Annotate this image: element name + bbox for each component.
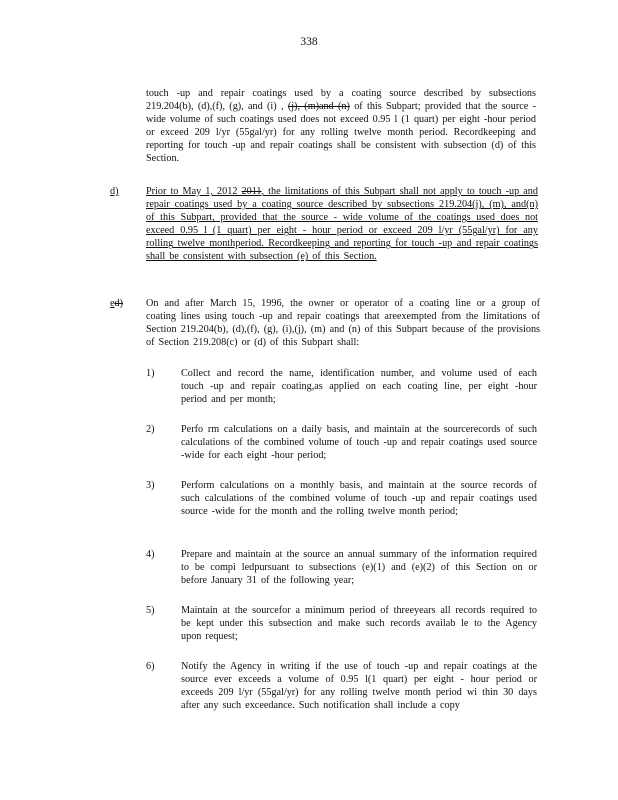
item-2-label: 2) [146, 424, 155, 435]
intro-struck-text: (j), (m)and (n) [287, 101, 350, 113]
item-5-label: 5) [146, 605, 155, 616]
section-d-text-b: , the limitations of this Subpart shall not apply to touch -up and repair coatings used by a coating source described by subsections 219.204(j), (m), and(n) of this Subpart, provided that the source - wide volume of the coatings used does not exceed 0.95 l (1 quart) per eight - hour period or exceed 209 l/yr (55gal/yr) for any rolling twelve monthperiod. Recordkeeping and reporting for touch -up and repair coatings shall be consistent with subsection (e) of this Section. [146, 186, 538, 263]
item-5-text: Maintain at the sourcefor a minimum period of threeyears all records required to be kept under this subsection and make such records availab le to the Agency upon request; [181, 605, 537, 643]
item-3-text: Perform calculations on a monthly basis, and maintain at the source records of such calculations of the combined volume of touch -up and repair coatings used source -wide for the month and the rolling twelve month period; [181, 480, 537, 518]
item-3-label: 3) [146, 480, 155, 491]
page-number: 338 [300, 36, 318, 48]
section-e-paragraph: On and after March 15, 1996, the owner or operator of a coating line or a group of coating lines using touch -up and repair coatings that areexempted from the limitations of Section 219.204(b), (d),(f), (g), (i),(j), (m) and (n) of this Subpart because of the provisions of Section 219.208(c) or (d) of this Subpart shall: [146, 298, 540, 349]
section-d-struck-year: 2011 [241, 186, 262, 197]
item-6-label: 6) [146, 661, 155, 672]
item-4-label: 4) [146, 549, 155, 560]
item-1-text: Collect and record the name, identification number, and volume used of each touch -up and repair coating,as applied on each coating line, per eight -hour period and per month; [181, 368, 537, 406]
section-e-label-inserted: e [110, 298, 115, 309]
section-e-label [110, 297, 123, 310]
item-6-text: Notify the Agency in writing if the use of touch -up and repair coatings at the source ever exceeds a volume of 0.95 l(1 quart) per eight - hour period or exceeds 209 l/yr (55gal/yr) for any rolling twelve month period wi thin 30 days after any such exceedance. Such notification shall include a copy [181, 661, 537, 712]
section-d-text-a: Prior to May 1, 2012 [146, 186, 242, 197]
intro-text-b: of this Subpart; provided that the source -wide volume of such coatings used does not exceed 0.95 l (1 quart) per eight -hour period or exceed 209 l/yr (55gal/yr) for any rolling twelve month period. Recordkeeping and reporting for touch -up and repair coatings shall be consistent with subsection (d) of this Section. [146, 101, 536, 165]
item-2-text: Perfo rm calculations on a daily basis, and maintain at the sourcerecords of such calculations of the combined volume of touch -up and repair coatings used source -wide for each eight -hour period; [181, 424, 537, 462]
item-1-label: 1) [146, 368, 155, 379]
item-4-text: Prepare and maintain at the source an annual summary of the information required to be compi ledpursuant to subsections (e)(1) and (e)(2) of this Section on or before January 31 of the following year; [181, 549, 537, 587]
section-e-label-struck: d) [114, 298, 124, 309]
intro-text-a: touch -up and repair coatings used by a coating source described by subsections 219.204(b), (d),(f), (g), and (i) , [146, 88, 536, 113]
intro-paragraph [146, 87, 536, 166]
section-d-label: d) [110, 186, 119, 197]
section-d-paragraph [146, 185, 538, 264]
